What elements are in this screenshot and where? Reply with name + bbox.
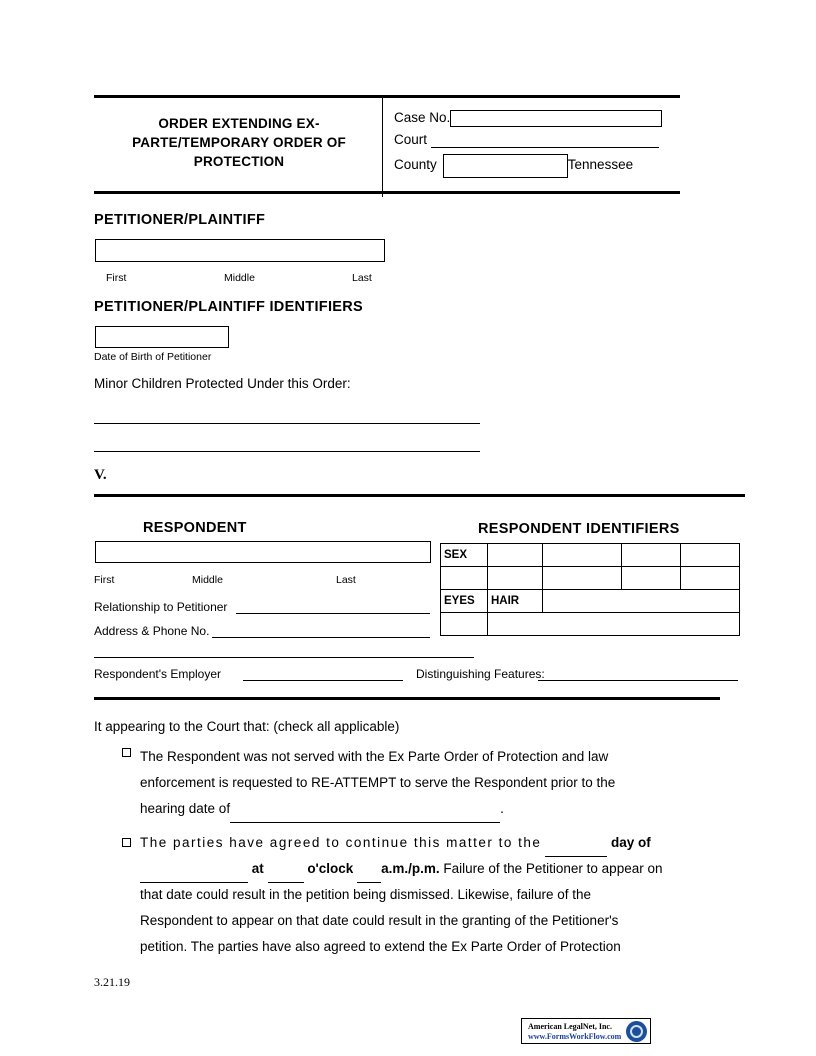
hearing-date-input[interactable] (230, 796, 500, 823)
header-divider (382, 98, 383, 197)
ampm-input[interactable] (357, 856, 381, 883)
petitioner-middle-label: Middle (224, 272, 255, 284)
checkbox-icon (122, 838, 131, 847)
section-divider (94, 494, 745, 497)
respondent-name-input[interactable] (95, 541, 431, 563)
petitioner-last-label: Last (352, 272, 372, 284)
county-input[interactable] (443, 154, 568, 178)
versus-label: V. (94, 467, 107, 483)
employer-input[interactable] (243, 680, 403, 681)
petitioner-name-input[interactable] (95, 239, 385, 262)
item-not-served-line2: enforcement is requested to RE-ATTEMPT to serve the Respondent prior to the (140, 775, 616, 790)
county-label: County (394, 157, 437, 172)
table-row (441, 544, 740, 567)
hearing-date-label: hearing date of (140, 801, 231, 816)
sex-value-cell[interactable] (488, 544, 543, 567)
id-cell-7[interactable] (543, 567, 622, 590)
court-finding-intro: It appearing to the Court that: (check all applicable) (94, 719, 400, 734)
relationship-label: Relationship to Petitioner (94, 600, 228, 614)
id-cell-3[interactable] (622, 544, 681, 567)
american-legalnet-stamp (521, 1018, 651, 1044)
eyes-hair-value-cell[interactable] (543, 590, 740, 613)
item-agreed-line2 (140, 856, 740, 883)
table-row (441, 590, 740, 613)
item-not-served-line3: hearing date of . (140, 796, 740, 823)
minor-children-line-2[interactable] (94, 451, 480, 452)
petitioner-dob-label: Date of Birth of Petitioner (94, 351, 212, 363)
minor-children-label: Minor Children Protected Under this Order: (94, 376, 351, 391)
petitioner-dob-input[interactable] (95, 326, 229, 348)
id-cell-4[interactable] (681, 544, 740, 567)
court-row (394, 132, 674, 154)
county-row (394, 154, 674, 180)
oclock-label: o'clock (307, 861, 354, 876)
sex-label-cell: SEX (441, 544, 488, 567)
id-cell-6[interactable] (488, 567, 543, 590)
stamp-company-name: American LegalNet, Inc. (528, 1022, 612, 1031)
case-info-group (394, 110, 674, 180)
state-label: Tennessee (567, 157, 634, 172)
legalnet-logo-icon (626, 1021, 647, 1042)
id-cell-8[interactable] (622, 567, 681, 590)
id-cell-11[interactable] (488, 613, 740, 636)
court-label: Court (394, 132, 428, 147)
respondent-first-label: First (94, 574, 115, 586)
employer-label: Respondent's Employer (94, 667, 222, 681)
respondent-identifiers-title: RESPONDENT IDENTIFIERS (478, 521, 680, 537)
petitioner-section-title: PETITIONER/PLAINTIFF (94, 212, 266, 228)
item-not-served-line1: The Respondent was not served with the Ex Parte Order of Protection and law (140, 749, 609, 764)
features-input[interactable] (538, 680, 738, 681)
address-label: Address & Phone No. (94, 624, 210, 638)
form-title: ORDER EXTENDING EX-PARTE/TEMPORARY ORDER OF PROTECTION (132, 116, 346, 169)
item-agreed-text-a: The parties have agreed to continue this matter to the (140, 835, 542, 850)
day-of-label: day of (610, 835, 651, 850)
stamp-website: www.FormsWorkFlow.com (528, 1032, 622, 1041)
respondent-last-label: Last (336, 574, 356, 586)
hair-label-cell: HAIR (488, 590, 543, 613)
day-input[interactable] (545, 830, 607, 857)
time-input[interactable] (268, 856, 304, 883)
checkbox-icon (122, 748, 131, 757)
ampm-label: a.m./p.m. (381, 861, 440, 876)
checkbox-agreed-continue[interactable] (122, 838, 131, 850)
at-label: at (251, 861, 264, 876)
id-cell-10[interactable] (441, 613, 488, 636)
court-input[interactable] (431, 132, 659, 148)
minor-children-line-1[interactable] (94, 423, 480, 424)
case-no-row (394, 110, 674, 132)
relationship-input[interactable] (236, 613, 430, 614)
respondent-section-divider (94, 697, 720, 700)
item-agreed-line1 (140, 830, 740, 857)
address-input-1[interactable] (212, 637, 430, 638)
case-no-label: Case No. (394, 110, 451, 125)
header-block (94, 95, 680, 194)
table-row (441, 567, 740, 590)
address-input-2[interactable] (94, 657, 474, 658)
revision-date: 3.21.19 (94, 975, 130, 989)
item-agreed-line4: Respondent to appear on that date could result in the granting of the Petitioner's (140, 913, 619, 928)
petitioner-first-label: First (106, 272, 127, 284)
month-input[interactable] (140, 856, 248, 883)
respondent-middle-label: Middle (192, 574, 223, 586)
id-cell-9[interactable] (681, 567, 740, 590)
respondent-identifiers-table (440, 543, 740, 636)
checkbox-not-served[interactable] (122, 748, 131, 760)
id-cell-5[interactable] (441, 567, 488, 590)
item-agreed-text-b: Failure of the Petitioner to appear on (443, 861, 663, 876)
features-label: Distinguishing Features: (416, 667, 545, 681)
item-agreed-line3: that date could result in the petition being dismissed. Likewise, failure of the (140, 887, 592, 902)
table-row (441, 613, 740, 636)
petitioner-identifiers-title: PETITIONER/PLAINTIFF IDENTIFIERS (94, 299, 363, 315)
id-cell-2[interactable] (543, 544, 622, 567)
case-no-input[interactable] (450, 110, 662, 127)
eyes-label-cell: EYES (441, 590, 488, 613)
respondent-section-title: RESPONDENT (143, 520, 247, 536)
item-agreed-line5: petition. The parties have also agreed to extend the Ex Parte Order of Protection (140, 939, 621, 954)
